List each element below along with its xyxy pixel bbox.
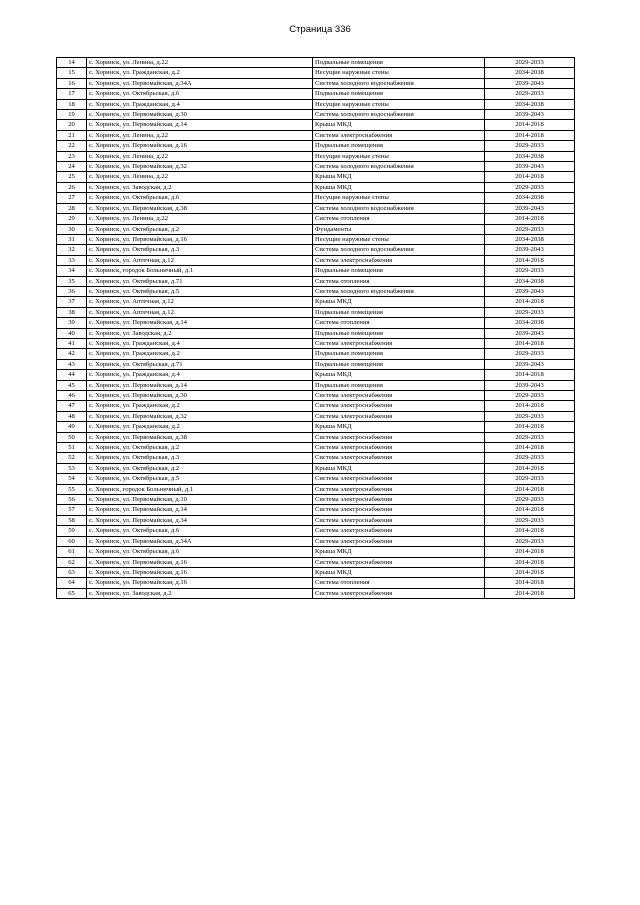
- row-number-cell: 17: [57, 89, 87, 99]
- period-cell: 2034-2038: [485, 193, 575, 203]
- period-cell: 2039-2043: [485, 110, 575, 120]
- table-row: [57, 515, 575, 525]
- system-cell: Несущие наружные стены: [313, 193, 485, 203]
- table-row: [57, 578, 575, 588]
- row-number-cell: 31: [57, 234, 87, 244]
- period-cell: 2029-2033: [485, 266, 575, 276]
- period-cell: 2029-2033: [485, 58, 575, 68]
- row-number-cell: 14: [57, 58, 87, 68]
- system-cell: Фундаменты: [313, 224, 485, 234]
- table-row: [57, 318, 575, 328]
- address-cell: с. Хоринск, ул. Аптечная, д.12: [87, 297, 313, 307]
- table-row: [57, 182, 575, 192]
- address-cell: с. Хоринск, ул. Октябрьская, д.3: [87, 453, 313, 463]
- row-number-cell: 21: [57, 130, 87, 140]
- address-cell: с. Хоринск, ул. Октябрьская, д.71: [87, 359, 313, 369]
- address-cell: с. Хоринск, ул. Октябрьская, д.6: [87, 193, 313, 203]
- system-cell: Система электроснабжения: [313, 526, 485, 536]
- row-number-cell: 49: [57, 422, 87, 432]
- table-row: [57, 245, 575, 255]
- system-cell: Подвальные помещения: [313, 141, 485, 151]
- table-row: [57, 203, 575, 213]
- system-cell: Крыша МКД: [313, 297, 485, 307]
- row-number-cell: 33: [57, 255, 87, 265]
- period-cell: 2034-2038: [485, 318, 575, 328]
- system-cell: Подвальные помещения: [313, 328, 485, 338]
- page-title: Страница 336: [289, 24, 351, 35]
- table-row: [57, 349, 575, 359]
- period-cell: 2039-2043: [485, 286, 575, 296]
- address-cell: с. Хоринск, ул. Гражданская, д.2: [87, 422, 313, 432]
- row-number-cell: 52: [57, 453, 87, 463]
- period-cell: 2034-2038: [485, 99, 575, 109]
- period-cell: 2014-2018: [485, 338, 575, 348]
- table-row: [57, 567, 575, 577]
- address-cell: с. Хоринск, ул. Гражданская, д.4: [87, 370, 313, 380]
- system-cell: Крыша МКД: [313, 463, 485, 473]
- period-cell: 2039-2043: [485, 328, 575, 338]
- system-cell: Крыша МКД: [313, 422, 485, 432]
- row-number-cell: 15: [57, 68, 87, 78]
- row-number-cell: 19: [57, 110, 87, 120]
- table-row: [57, 172, 575, 182]
- table-row: [57, 443, 575, 453]
- address-cell: с. Хоринск, ул. Первомайская, д.14: [87, 120, 313, 130]
- address-cell: с. Хоринск, ул. Октябрьская, д.6: [87, 89, 313, 99]
- system-cell: Крыша МКД: [313, 120, 485, 130]
- address-cell: с. Хоринск, городок Больничный, д.1: [87, 266, 313, 276]
- row-number-cell: 16: [57, 78, 87, 88]
- address-cell: с. Хоринск, ул. Октябрьская, д.6: [87, 547, 313, 557]
- row-number-cell: 51: [57, 443, 87, 453]
- system-cell: Несущие наружные стены: [313, 99, 485, 109]
- row-number-cell: 59: [57, 526, 87, 536]
- address-cell: с. Хоринск, ул. Первомайская, д.32: [87, 411, 313, 421]
- period-cell: 2014-2018: [485, 484, 575, 494]
- row-number-cell: 35: [57, 276, 87, 286]
- period-cell: 2034-2038: [485, 276, 575, 286]
- period-cell: 2014-2018: [485, 214, 575, 224]
- period-cell: 2014-2018: [485, 526, 575, 536]
- period-cell: 2029-2033: [485, 307, 575, 317]
- period-cell: 2034-2038: [485, 234, 575, 244]
- table-row: [57, 411, 575, 421]
- address-cell: с. Хоринск, ул. Первомайская, д.30: [87, 391, 313, 401]
- row-number-cell: 58: [57, 515, 87, 525]
- address-cell: с. Хоринск, ул. Первомайская, д.34А: [87, 536, 313, 546]
- row-number-cell: 64: [57, 578, 87, 588]
- period-cell: 2039-2043: [485, 245, 575, 255]
- system-cell: Несущие наружные стены: [313, 151, 485, 161]
- row-number-cell: 48: [57, 411, 87, 421]
- system-cell: Крыша МКД: [313, 172, 485, 182]
- row-number-cell: 26: [57, 182, 87, 192]
- system-cell: Система электроснабжения: [313, 443, 485, 453]
- system-cell: Несущие наружные стены: [313, 234, 485, 244]
- system-cell: Система электроснабжения: [313, 453, 485, 463]
- row-number-cell: 41: [57, 338, 87, 348]
- period-cell: 2014-2018: [485, 297, 575, 307]
- system-cell: Система электроснабжения: [313, 255, 485, 265]
- address-cell: с. Хоринск, ул. Октябрьская, д.5: [87, 286, 313, 296]
- table-row: [57, 463, 575, 473]
- address-cell: с. Хоринск, ул. Первомайская, д.34А: [87, 78, 313, 88]
- table-row: [57, 422, 575, 432]
- repair-schedule-table: [56, 57, 575, 599]
- address-cell: с. Хоринск, ул. Аптечная, д.12: [87, 307, 313, 317]
- system-cell: Система электроснабжения: [313, 130, 485, 140]
- address-cell: с. Хоринск, ул. Октябрьская, д.6: [87, 526, 313, 536]
- row-number-cell: 29: [57, 214, 87, 224]
- table-row: [57, 370, 575, 380]
- address-cell: с. Хоринск, ул. Гражданская, д.2: [87, 68, 313, 78]
- period-cell: 2029-2033: [485, 536, 575, 546]
- period-cell: 2014-2018: [485, 370, 575, 380]
- address-cell: с. Хоринск, ул. Октябрьская, д.71: [87, 276, 313, 286]
- table-row: [57, 89, 575, 99]
- period-cell: 2014-2018: [485, 547, 575, 557]
- table-body: [57, 58, 575, 599]
- system-cell: Система электроснабжения: [313, 557, 485, 567]
- address-cell: с. Хоринск, ул. Первомайская, д.14: [87, 380, 313, 390]
- period-cell: 2039-2043: [485, 162, 575, 172]
- row-number-cell: 30: [57, 224, 87, 234]
- address-cell: с. Хоринск, ул. Октябрьская, д.3: [87, 245, 313, 255]
- period-cell: 2029-2033: [485, 432, 575, 442]
- table-row: [57, 380, 575, 390]
- table-row: [57, 58, 575, 68]
- table-row: [57, 266, 575, 276]
- table-row: [57, 432, 575, 442]
- table-row: [57, 234, 575, 244]
- system-cell: Система электроснабжения: [313, 505, 485, 515]
- address-cell: с. Хоринск, ул. Первомайская, д.34: [87, 515, 313, 525]
- system-cell: Система электроснабжения: [313, 401, 485, 411]
- address-cell: с. Хоринск, ул. Первомайская, д.30: [87, 110, 313, 120]
- period-cell: 2034-2038: [485, 68, 575, 78]
- table-row: [57, 536, 575, 546]
- table-row: [57, 401, 575, 411]
- address-cell: с. Хоринск, ул. Гражданская, д.2: [87, 349, 313, 359]
- row-number-cell: 37: [57, 297, 87, 307]
- address-cell: с. Хоринск, ул. Первомайская, д.16: [87, 557, 313, 567]
- address-cell: с. Хоринск, ул. Ленина, д.22: [87, 172, 313, 182]
- table-row: [57, 141, 575, 151]
- table-row: [57, 359, 575, 369]
- system-cell: Несущие наружные стены: [313, 68, 485, 78]
- table-row: [57, 453, 575, 463]
- system-cell: Система электроснабжения: [313, 515, 485, 525]
- address-cell: с. Хоринск, ул. Аптечная, д.12: [87, 255, 313, 265]
- system-cell: Система отопления: [313, 276, 485, 286]
- address-cell: с. Хоринск, ул. Первомайская, д.14: [87, 505, 313, 515]
- address-cell: с. Хоринск, ул. Первомайская, д.38: [87, 432, 313, 442]
- row-number-cell: 28: [57, 203, 87, 213]
- row-number-cell: 45: [57, 380, 87, 390]
- period-cell: 2014-2018: [485, 120, 575, 130]
- system-cell: Подвальные помещения: [313, 58, 485, 68]
- address-cell: с. Хоринск, ул. Октябрьская, д.5: [87, 474, 313, 484]
- period-cell: 2014-2018: [485, 463, 575, 473]
- system-cell: Система холодного водоснабжения: [313, 78, 485, 88]
- table-row: [57, 505, 575, 515]
- row-number-cell: 62: [57, 557, 87, 567]
- period-cell: 2034-2038: [485, 151, 575, 161]
- system-cell: Подвальные помещения: [313, 349, 485, 359]
- row-number-cell: 63: [57, 567, 87, 577]
- period-cell: 2029-2033: [485, 515, 575, 525]
- system-cell: Система холодного водоснабжения: [313, 286, 485, 296]
- table-row: [57, 162, 575, 172]
- system-cell: Система электроснабжения: [313, 536, 485, 546]
- row-number-cell: 65: [57, 588, 87, 598]
- system-cell: Система отопления: [313, 214, 485, 224]
- address-cell: с. Хоринск, ул. Заводская, д.2: [87, 182, 313, 192]
- address-cell: с. Хоринск, ул. Ленина, д.22: [87, 130, 313, 140]
- row-number-cell: 32: [57, 245, 87, 255]
- row-number-cell: 44: [57, 370, 87, 380]
- period-cell: 2029-2033: [485, 349, 575, 359]
- row-number-cell: 22: [57, 141, 87, 151]
- table-row: [57, 276, 575, 286]
- row-number-cell: 53: [57, 463, 87, 473]
- table-row: [57, 78, 575, 88]
- period-cell: 2039-2043: [485, 380, 575, 390]
- period-cell: 2029-2033: [485, 474, 575, 484]
- address-cell: с. Хоринск, ул. Гражданская, д.4: [87, 99, 313, 109]
- system-cell: Система электроснабжения: [313, 484, 485, 494]
- system-cell: Система электроснабжения: [313, 411, 485, 421]
- row-number-cell: 20: [57, 120, 87, 130]
- row-number-cell: 47: [57, 401, 87, 411]
- address-cell: с. Хоринск, ул. Первомайская, д.32: [87, 162, 313, 172]
- table-row: [57, 484, 575, 494]
- address-cell: с. Хоринск, ул. Заводская, д.2: [87, 328, 313, 338]
- table-row: [57, 151, 575, 161]
- table-row: [57, 557, 575, 567]
- row-number-cell: 56: [57, 495, 87, 505]
- row-number-cell: 18: [57, 99, 87, 109]
- period-cell: 2014-2018: [485, 130, 575, 140]
- table-row: [57, 130, 575, 140]
- table-row: [57, 297, 575, 307]
- system-cell: Система холодного водоснабжения: [313, 110, 485, 120]
- table-row: [57, 120, 575, 130]
- row-number-cell: 57: [57, 505, 87, 515]
- row-number-cell: 38: [57, 307, 87, 317]
- table-row: [57, 474, 575, 484]
- address-cell: с. Хоринск, ул. Заводская, д.2: [87, 588, 313, 598]
- row-number-cell: 27: [57, 193, 87, 203]
- table-row: [57, 307, 575, 317]
- system-cell: Система электроснабжения: [313, 495, 485, 505]
- table-row: [57, 110, 575, 120]
- row-number-cell: 61: [57, 547, 87, 557]
- system-cell: Система отопления: [313, 578, 485, 588]
- system-cell: Система электроснабжения: [313, 588, 485, 598]
- period-cell: 2039-2043: [485, 203, 575, 213]
- table-row: [57, 391, 575, 401]
- table-row: [57, 193, 575, 203]
- row-number-cell: 23: [57, 151, 87, 161]
- row-number-cell: 36: [57, 286, 87, 296]
- table-row: [57, 526, 575, 536]
- address-cell: с. Хоринск, ул. Гражданская, д.2: [87, 401, 313, 411]
- system-cell: Крыша МКД: [313, 547, 485, 557]
- period-cell: 2039-2043: [485, 78, 575, 88]
- address-cell: с. Хоринск, ул. Первомайская, д.14: [87, 318, 313, 328]
- row-number-cell: 24: [57, 162, 87, 172]
- period-cell: 2014-2018: [485, 505, 575, 515]
- row-number-cell: 50: [57, 432, 87, 442]
- row-number-cell: 25: [57, 172, 87, 182]
- system-cell: Крыша МКД: [313, 370, 485, 380]
- table-row: [57, 588, 575, 598]
- period-cell: 2014-2018: [485, 557, 575, 567]
- address-cell: с. Хоринск, ул. Первомайская, д.10: [87, 495, 313, 505]
- period-cell: 2029-2033: [485, 141, 575, 151]
- table-row: [57, 68, 575, 78]
- system-cell: Система холодного водоснабжения: [313, 203, 485, 213]
- period-cell: 2039-2043: [485, 359, 575, 369]
- system-cell: Крыша МКД: [313, 182, 485, 192]
- address-cell: с. Хоринск, ул. Ленина, д.22: [87, 151, 313, 161]
- period-cell: 2014-2018: [485, 443, 575, 453]
- period-cell: 2014-2018: [485, 255, 575, 265]
- system-cell: Система холодного водоснабжения: [313, 245, 485, 255]
- table-row: [57, 328, 575, 338]
- system-cell: Подвальные помещения: [313, 307, 485, 317]
- address-cell: с. Хоринск, ул. Гражданская, д.4: [87, 338, 313, 348]
- system-cell: Подвальные помещения: [313, 380, 485, 390]
- system-cell: Подвальные помещения: [313, 89, 485, 99]
- address-cell: с. Хоринск, ул. Ленина, д.22: [87, 214, 313, 224]
- address-cell: с. Хоринск, ул. Октябрьская, д.2: [87, 443, 313, 453]
- period-cell: 2029-2033: [485, 224, 575, 234]
- system-cell: Крыша МКД: [313, 567, 485, 577]
- period-cell: 2029-2033: [485, 495, 575, 505]
- period-cell: 2014-2018: [485, 588, 575, 598]
- table-row: [57, 255, 575, 265]
- address-cell: с. Хоринск, ул. Первомайская, д.16: [87, 578, 313, 588]
- address-cell: с. Хоринск, ул. Первомайская, д.38: [87, 203, 313, 213]
- table-row: [57, 99, 575, 109]
- table-row: [57, 214, 575, 224]
- period-cell: 2029-2033: [485, 453, 575, 463]
- row-number-cell: 34: [57, 266, 87, 276]
- row-number-cell: 39: [57, 318, 87, 328]
- table-row: [57, 547, 575, 557]
- period-cell: 2014-2018: [485, 401, 575, 411]
- table-row: [57, 495, 575, 505]
- table-row: [57, 224, 575, 234]
- system-cell: Система электроснабжения: [313, 391, 485, 401]
- row-number-cell: 40: [57, 328, 87, 338]
- row-number-cell: 42: [57, 349, 87, 359]
- address-cell: с. Хоринск, ул. Октябрьская, д.2: [87, 463, 313, 473]
- address-cell: с. Хоринск, ул. Первомайская, д.16: [87, 234, 313, 244]
- period-cell: 2029-2033: [485, 182, 575, 192]
- system-cell: Система электроснабжения: [313, 474, 485, 484]
- period-cell: 2029-2033: [485, 411, 575, 421]
- system-cell: Подвальные помещения: [313, 359, 485, 369]
- table-row: [57, 338, 575, 348]
- system-cell: Система электроснабжения: [313, 432, 485, 442]
- row-number-cell: 54: [57, 474, 87, 484]
- period-cell: 2029-2033: [485, 391, 575, 401]
- period-cell: 2014-2018: [485, 422, 575, 432]
- address-cell: с. Хоринск, ул. Октябрьская, д.2: [87, 224, 313, 234]
- row-number-cell: 60: [57, 536, 87, 546]
- address-cell: с. Хоринск, ул. Первомайская, д.16: [87, 567, 313, 577]
- period-cell: 2014-2018: [485, 578, 575, 588]
- table-row: [57, 286, 575, 296]
- period-cell: 2014-2018: [485, 172, 575, 182]
- system-cell: Система электроснабжения: [313, 338, 485, 348]
- address-cell: с. Хоринск, городок Больничный, д.1: [87, 484, 313, 494]
- system-cell: Подвальные помещения: [313, 266, 485, 276]
- row-number-cell: 43: [57, 359, 87, 369]
- address-cell: с. Хоринск, ул. Первомайская, д.16: [87, 141, 313, 151]
- system-cell: Система отопления: [313, 318, 485, 328]
- address-cell: с. Хоринск, ул. Ленина, д.22: [87, 58, 313, 68]
- row-number-cell: 46: [57, 391, 87, 401]
- period-cell: 2029-2033: [485, 89, 575, 99]
- system-cell: Система холодного водоснабжения: [313, 162, 485, 172]
- period-cell: 2014-2018: [485, 567, 575, 577]
- row-number-cell: 55: [57, 484, 87, 494]
